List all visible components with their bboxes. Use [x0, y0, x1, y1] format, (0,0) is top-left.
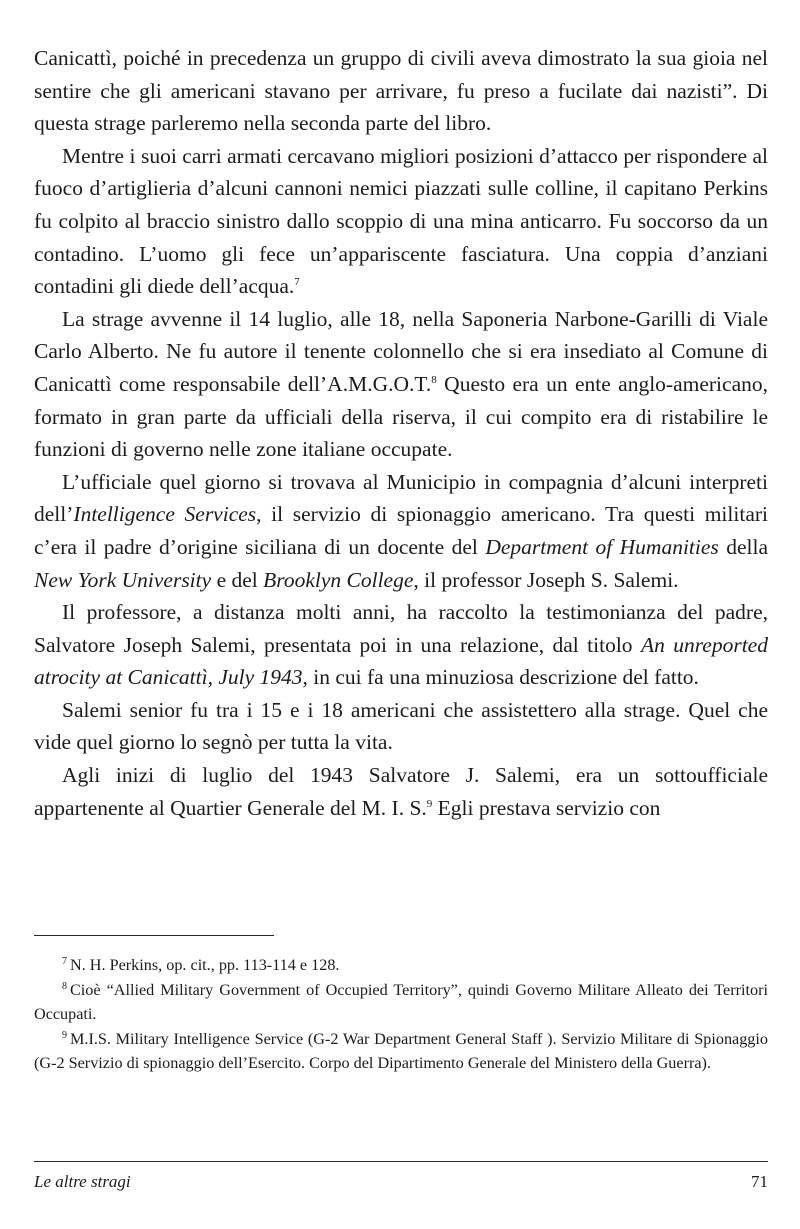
text-run: La strage avvenne il 14 luglio, alle 18, nella Saponeria Narbone-Garilli di Viale Carlo Alberto. Ne fu autore il tenente colonnello che si era insediato al Comune di Canicattì come responsabile dell’A.M.G.O.T. [34, 306, 768, 396]
footnote-text: M.I.S. Military Intelligence Service (G-2 War Department General Staff ). Servizio Militare di Spionaggio (G-2 Servizio di spionaggio dell’Esercito. Corpo del Dipartimento Generale del Ministero della Guerra). [34, 1030, 768, 1072]
italic-text: Intelligence Services [73, 502, 257, 527]
footnote-mark: 7 [62, 956, 67, 967]
footnote [34, 954, 768, 977]
footnote-ref: 7 [294, 276, 300, 289]
paragraph [34, 466, 768, 596]
text-run: Canicattì, poiché in precedenza un gruppo di civili aveva dimostrato la sua gioia nel sentire che gli americani stavano per arrivare, fu preso a fucilate dai nazisti”. Di questa strage parleremo nella seconda parte del libro. [34, 46, 768, 136]
footnote [34, 979, 768, 1026]
text-run: e del [211, 567, 264, 592]
footnote-ref: 8 [431, 373, 437, 386]
footnote-mark: 9 [62, 1030, 67, 1042]
text-run: Agli inizi di luglio del 1943 Salvatore J. Salemi, era un sottoufficiale appartenente al Quartier Generale del M. I. S. [34, 763, 768, 820]
paragraph [34, 140, 768, 303]
footer-rule [34, 1161, 768, 1162]
paragraph [34, 694, 768, 759]
footnote [34, 1028, 768, 1075]
footnote-ref: 9 [426, 797, 433, 810]
text-run: , il professor Joseph S. Salemi. [413, 567, 679, 592]
italic-text: An unreported atrocity at Canicattì, July 1943 [34, 632, 768, 690]
running-title: Le altre stragi [34, 1172, 131, 1191]
text-run: L’ufficiale quel giorno si trovava al Municipio in compagnia d’alcuni interpreti dell’ [34, 469, 768, 527]
paragraph [34, 596, 768, 694]
body-text [34, 42, 768, 824]
footnote-text: N. H. Perkins, op. cit., pp. 113-114 e 128. [70, 956, 340, 974]
text-run: , in cui fa una minuziosa descrizione del fatto. [302, 665, 699, 690]
italic-text: Brooklyn College [263, 567, 414, 592]
text-run: Egli prestava servizio con [432, 795, 661, 820]
page-body [34, 42, 768, 824]
footnote-rule [34, 935, 274, 936]
text-run: della [718, 534, 768, 559]
italic-text: New York University [34, 567, 212, 592]
text-run: Il professore, a distanza molti anni, ha raccolto la testimonianza del padre, Salvatore Joseph Salemi, presentata poi in una relazione, dal titolo [34, 600, 768, 657]
text-run: Mentre i suoi carri armati cercavano migliori posizioni d’attacco per rispondere al fuoco d’artiglieria d’alcuni cannoni nemici piazzati sulle colline, il capitano Perkins fu colpito al braccio sinistro dallo scoppio di una mina anticarro. Fu soccorso da un contadino. L’uomo gli fece un’appariscente fasciatura. Una coppia d’anziani contadini gli diede dell’acqua. [34, 143, 768, 299]
paragraph [34, 42, 768, 140]
text-run: Questo era un ente anglo-americano, formato in gran parte da ufficiali della riserva, il cui compito era di ristabilire le funzioni di governo nelle zone italiane occupate. [34, 371, 768, 462]
footnote-mark: 8 [62, 981, 67, 993]
paragraph [34, 303, 768, 466]
text-run: , il servizio di spionaggio americano. Tra questi militari c’era il padre d’origine siciliana di un docente del [34, 502, 768, 559]
page-footer [34, 1161, 768, 1192]
text-run: Salemi senior fu tra i 15 e i 18 americani che assistettero alla strage. Quel che vide quel giorno lo segnò per tutta la vita. [34, 697, 768, 755]
page-number: 71 [751, 1172, 768, 1191]
italic-text: Department of Humanities [485, 534, 719, 559]
footnote-text: Cioè “Allied Military Government of Occupied Territory”, quindi Governo Militare Alleato dei Territori Occupati. [34, 981, 768, 1023]
paragraph [34, 759, 768, 824]
footnotes [34, 935, 768, 1077]
